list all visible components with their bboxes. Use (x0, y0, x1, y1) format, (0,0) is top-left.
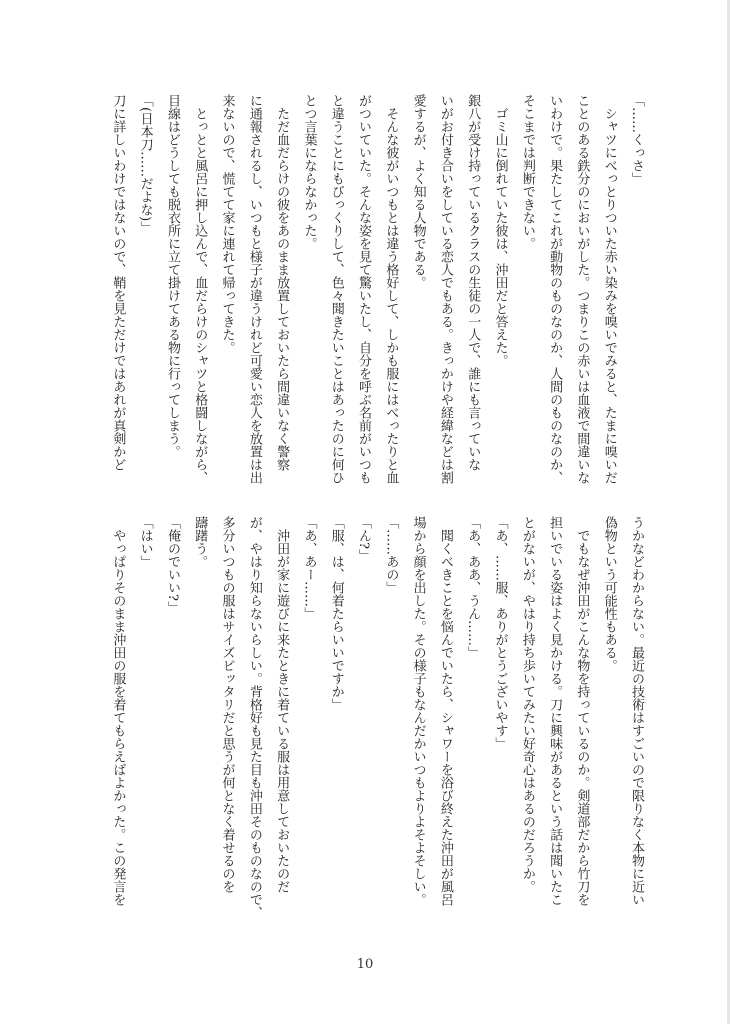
text-column: やっぱりそのまま沖田の服を着てもらえばよかった。この発言を (110, 516, 126, 906)
text-block-top (100, 94, 650, 486)
text-column: 「ん?」 (356, 516, 372, 562)
text-column: 多分いつもの服はサイズピッタリだと思うが何となく着せるのを (219, 516, 235, 893)
text-column: ことのある鉄分のにおいがした。つまりこの赤いは血液で間違いな (574, 94, 590, 484)
text-column: と違うことにもびっくりして、色々聞きたいことはあったのに何ひ (328, 94, 344, 484)
text-column: 偽物という可能性もある。 (601, 516, 617, 672)
text-column: が、やはり知らないらしい。背格好も見た目も沖田そのものなので、 (246, 516, 262, 919)
text-column: 来ないので、慌てて家に連れて帰ってきた。 (219, 94, 235, 354)
text-column: 愛するが、よく知る人物である。 (410, 94, 426, 289)
text-column: ただ血だらけの彼をあのまま放置しておいたら間違いなく警察 (274, 94, 290, 471)
text-column: 「はい」 (137, 516, 153, 568)
text-column: シャツにべっとりついた赤い染みを嗅いでみると、たまに嗅いだ (601, 94, 617, 484)
text-column: とっとと風呂に押し込んで、血だらけのシャツと格闘しながら、 (192, 94, 208, 484)
text-column: うかなどわからない。最近の技術はすごいので限りなく本物に近い (629, 516, 644, 906)
text-column: とがないが、やはり持ち歩いてみたい好奇心はあるのだろうか。 (519, 516, 535, 893)
text-column: 聞くべきことを悩んでいたら、シャワーを浴び終えた沖田が風呂 (437, 516, 453, 906)
text-column: そこまでは判断できない。 (519, 94, 535, 250)
text-column: 目線はどうしても脱衣所に立て掛けてある物に行ってしまう。 (164, 94, 180, 458)
text-column: ゴミ山に倒れていた彼は、沖田だと答えた。 (492, 94, 508, 367)
text-column: がついていた。そんな姿を見て驚いたし、自分を呼ぶ名前がいつも (356, 94, 372, 484)
text-column: 「あ、ああ、うん……」 (465, 516, 481, 659)
text-column: 「服、は、何着たらいいですか」 (328, 516, 344, 711)
text-column: に通報されるし、いつもと様子が違うけれど可愛い恋人を放置は出 (246, 94, 262, 484)
text-column: 「……あの」 (383, 516, 399, 594)
text-column: 躊躇う。 (192, 516, 208, 568)
text-column: 沖田が家に遊びに来たときに着ている服は用意しておいたのだ (274, 516, 290, 893)
text-column: でもなぜ沖田がこんな物を持っているのか。剣道部だから竹刀を (574, 516, 590, 906)
text-column: 「俺のでいい?」 (164, 516, 180, 614)
text-column: 刀に詳しいわけではないので、鞘を見ただけではあれが真剣かど (110, 94, 126, 471)
text-column: 「あ、……服、ありがとうございやす」 (492, 516, 508, 750)
text-column: 「……くっさ」 (629, 94, 644, 185)
text-column: いがお付き合いをしている恋人でもある。きっかけや経緯などは割 (437, 94, 453, 484)
text-column: 場から顔を出した。その様子もなんだかいつもよりよそよそしい。 (410, 516, 426, 906)
text-column: そんな彼がいつもとは違う格好して、しかも服にはべったりと血 (383, 94, 399, 484)
text-column: 「あ、あー……」 (301, 516, 317, 620)
page-number: 10 (356, 957, 374, 972)
text-column: 「(日本刀……だよな)」 (137, 94, 153, 235)
text-block-bottom (100, 516, 650, 926)
text-column: いわけで。果たしてこれが動物のものなのか、人間のものなのか、 (547, 94, 563, 484)
text-column: とつ言葉にならなかった。 (301, 94, 317, 250)
text-column: 銀八が受け持っているクラスの生徒の一人で、誰にも言っていな (465, 94, 481, 471)
text-column: 担いでいる姿はよく見かける。刀に興味があるという話は聞いたこ (547, 516, 563, 906)
